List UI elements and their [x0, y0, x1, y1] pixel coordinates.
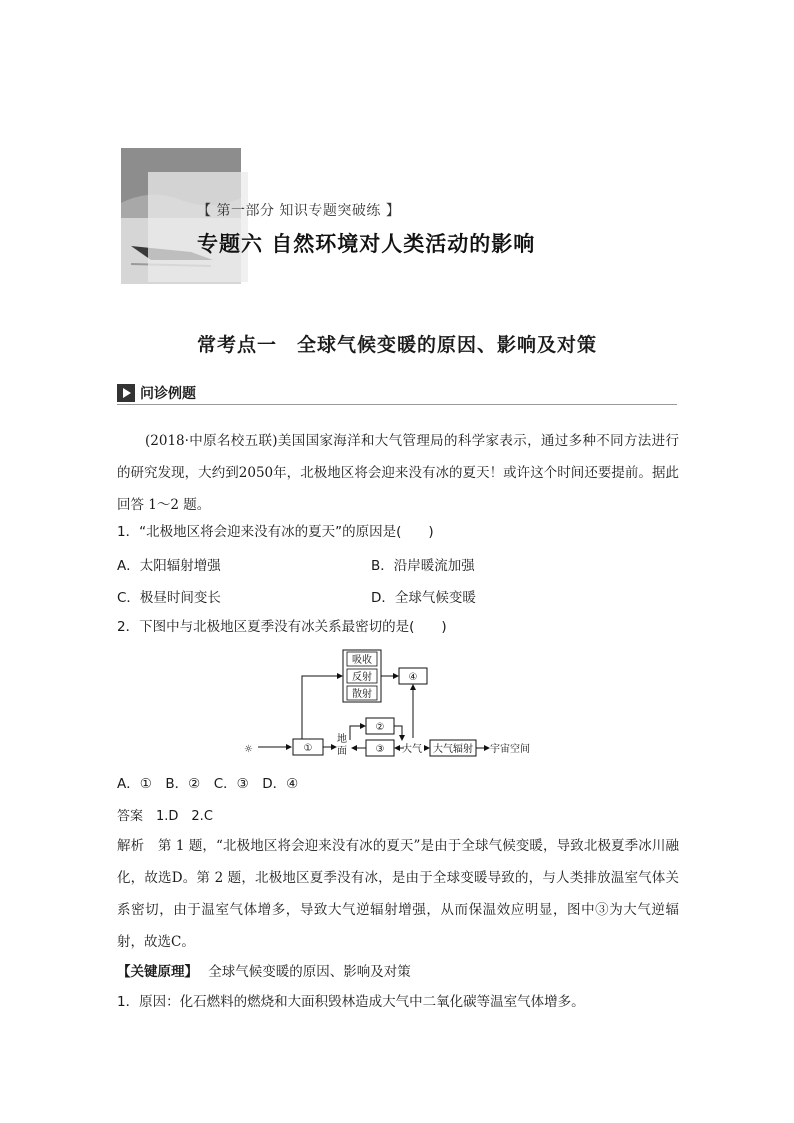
scatter-label: 散射 [352, 689, 372, 700]
question-2-stem: 2．下图中与北极地区夏季没有冰关系最密切的是( ) [117, 619, 447, 635]
ground-label-1: 地 [337, 734, 347, 745]
q1-option-d: D．全球气候变暖 [371, 590, 476, 606]
sun-icon: ☼ [244, 744, 253, 755]
series-label: 【 第一部分 知识专题突破练 】 [197, 203, 401, 219]
key-point-1: 1．原因：化石燃料的燃烧和大面积毁林造成大气中二氧化碳等温室气体增多。 [117, 994, 585, 1010]
box-2-label: ② [375, 722, 385, 733]
section-title-number: 常考点一 [196, 334, 277, 356]
radiation-diagram [236, 648, 536, 760]
key-principle [117, 960, 411, 980]
section-title-text: 全球气候变暖的原因、影响及对策 [297, 334, 598, 356]
section-title [0, 330, 794, 357]
reflect-label: 反射 [352, 672, 372, 683]
box-1-label: ① [303, 743, 313, 754]
q2-options: A．① B．② C．③ D．④ [117, 776, 299, 792]
atmosphere-label: 大气 [402, 744, 422, 755]
box-3-label: ③ [375, 744, 385, 755]
box-4-label: ④ [408, 672, 418, 683]
key-principle-label: 【关键原理】 [117, 964, 198, 980]
example-tag [117, 383, 196, 403]
play-icon [117, 384, 135, 402]
absorb-label: 吸收 [352, 655, 372, 666]
ground-label-2: 面 [337, 746, 347, 757]
analysis-paragraph: 解析 第 1 题，“北极地区将会迎来没有冰的夏天”是由于全球气候变暖，导致北极夏季冰川融化，故选D。第 2 题，北极地区夏季没有冰，是由于全球变暖导致的，与人类排放温室气体关系密切，由于温室气体增多，导致大气逆辐射增强，从而保温效应明显，图中③为大气逆辐射，故选C。 [117, 838, 679, 950]
answer: 答案 1.D 2.C [117, 809, 213, 824]
atm-radiation-label: 大气辐射 [433, 744, 473, 755]
q1-option-c: C．极昼时间变长 [117, 590, 221, 606]
space-label: 宇宙空间 [490, 744, 530, 755]
q1-option-b: B．沿岸暖流加强 [371, 558, 475, 574]
question-1-stem: 1．“北极地区将会迎来没有冰的夏天”的原因是( ) [117, 524, 434, 540]
intro-paragraph: (2018·中原名校五联)美国国家海洋和大气管理局的科学家表示，通过多种不同方法进行的研究发现，大约到2050年，北极地区将会迎来没有冰的夏天！或许这个时间还要提前。据此回答 1～2 题。 [117, 433, 679, 513]
divider [117, 404, 677, 405]
banner-overlay [148, 172, 248, 282]
example-tag-label: 问诊例题 [140, 386, 196, 402]
chapter-title: 专题六 自然环境对人类活动的影响 [197, 232, 536, 256]
key-principle-title: 全球气候变暖的原因、影响及对策 [208, 964, 411, 980]
q1-option-a: A．太阳辐射增强 [117, 558, 221, 574]
